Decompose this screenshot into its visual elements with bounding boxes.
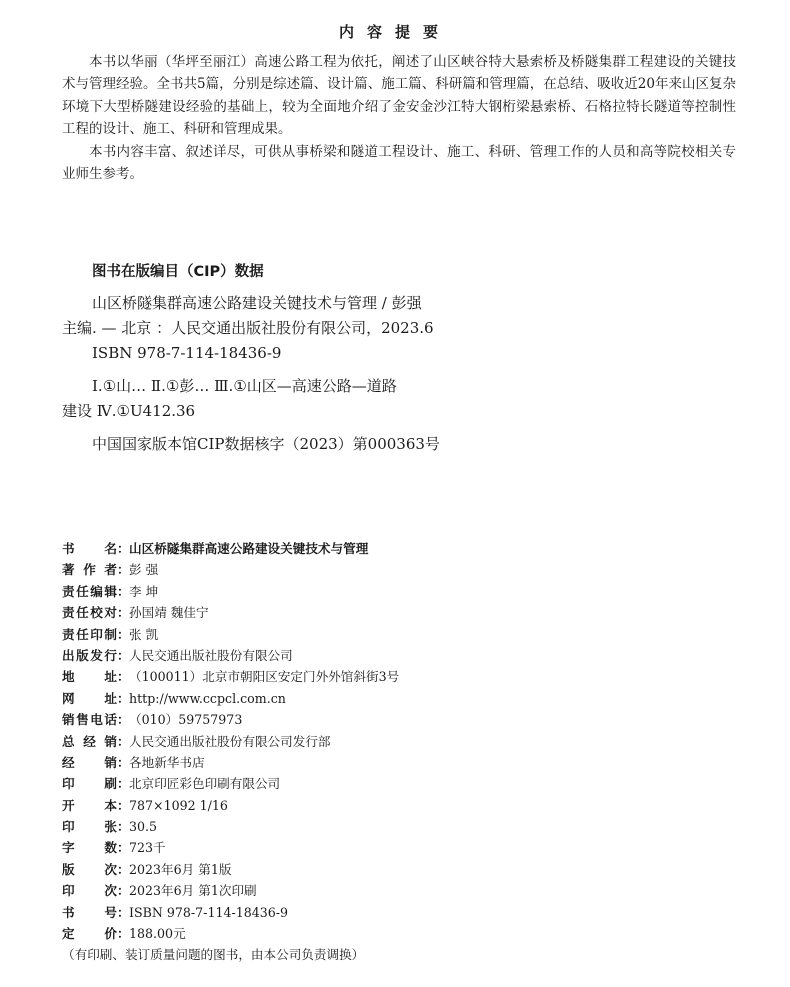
publication-info-row (62, 709, 399, 730)
publication-info-key: 开 本 (62, 797, 117, 813)
publication-info-row (62, 602, 399, 623)
publication-info-row (62, 752, 399, 773)
publication-info-row (62, 688, 399, 709)
publication-info-row (62, 816, 399, 837)
publication-info-key: 印 张 (62, 819, 117, 835)
publication-info-value: （100011）北京市朝阳区安定门外外馆斜街3号 (129, 669, 400, 685)
publication-info-value: 723千 (129, 840, 166, 856)
publication-info-separator: ： (117, 733, 130, 749)
publication-info-separator: ： (117, 819, 130, 835)
publication-info-value: 张 凯 (129, 626, 159, 642)
publication-info-row (62, 645, 399, 666)
publication-info-separator: ： (117, 541, 130, 556)
publication-info-separator: ： (117, 690, 130, 706)
publication-info-separator: ： (117, 861, 130, 877)
publication-info-row (62, 859, 399, 880)
publication-info-row (62, 666, 399, 687)
summary-paragraph: 本书以华丽（华坪至丽江）高速公路工程为依托，阐述了山区峡谷特大悬索桥及桥隧集群工程建设的关键技术与管理经验。全书共5篇，分别是综述篇、设计篇、施工篇、科研篇和管理篇，在总结、吸收近20年来山区复杂环境下大型桥隧建设经验的基础上，较为全面地介绍了金安金沙江特大钢桁梁悬索桥、石格拉特长隧道等控制性工程的设计、施工、科研和管理成果。 (62, 54, 736, 138)
publication-info-key: 责 任 校 对 (62, 605, 117, 621)
publication-info-key: 经 销 (62, 754, 117, 770)
cip-isbn: ISBN 978-7-114-18436-9 (92, 344, 282, 362)
publication-info-row (62, 581, 399, 602)
publication-info-key: 著 作 者 (62, 562, 117, 578)
publication-info-value: ISBN 978-7-114-18436-9 (129, 904, 289, 920)
publication-info-separator: ： (117, 840, 130, 856)
cip-title-line: 山区桥隧集群高速公路建设关键技术与管理 / 彭强 (92, 294, 422, 312)
publication-info-row (62, 624, 399, 645)
publication-info-value: 787×1092 1/16 (129, 797, 228, 813)
publication-info-row (62, 880, 399, 901)
publication-info-row (62, 773, 399, 794)
publication-info-separator: ： (117, 712, 130, 728)
cip-classification-line: Ⅰ.①山… Ⅱ.①彭… Ⅲ.①山区—高速公路—道路 (92, 377, 397, 395)
publication-info-key: 印 刷 (62, 776, 117, 792)
publication-info-row (62, 538, 399, 559)
publication-info-separator: ： (117, 754, 130, 770)
cip-classification-block (62, 374, 502, 424)
publication-info-key: 出 版 发 行 (62, 647, 117, 663)
publication-info-key: 书 号 (62, 904, 117, 920)
publication-info-key: 书 名 (62, 541, 117, 556)
publication-info-key: 地 址 (62, 669, 117, 685)
publication-info-separator: ： (117, 562, 130, 578)
summary-title: 内容提要 (338, 23, 451, 41)
publication-info-key: 销 售 电 话 (62, 712, 117, 728)
cip-classification-line: 建设 Ⅳ.①U412.36 (62, 402, 196, 420)
publication-info-separator: ： (117, 904, 130, 920)
publication-info-value: 2023年6月 第1次印刷 (129, 883, 257, 899)
summary-section (62, 51, 736, 185)
publication-info-separator: ： (117, 797, 130, 813)
publication-info-key: 总 经 销 (62, 733, 117, 749)
publication-info-row (62, 795, 399, 816)
publication-info-row (62, 731, 399, 752)
quality-note: （有印刷、装订质量问题的图书，由本公司负责调换） (62, 947, 365, 963)
publication-info-key: 责 任 印 制 (62, 626, 117, 642)
publication-info-key: 定 价 (62, 926, 117, 942)
publication-info-key: 网 址 (62, 690, 117, 706)
cip-heading: 图书在版编目（CIP）数据 (92, 264, 264, 280)
publication-info-row (62, 902, 399, 923)
cip-record-number: 中国国家版本馆CIP数据核字（2023）第000363号 (92, 435, 440, 453)
publication-info-value: 孙国靖 魏佳宁 (129, 605, 209, 621)
publication-info-value: http://www.ccpcl.com.cn (129, 690, 286, 706)
cip-title-line: 主编. — 北京 ：人民交通出版社股份有限公司，2023.6 (62, 319, 434, 337)
publication-info (62, 538, 399, 966)
publication-info-separator: ： (117, 626, 130, 642)
publication-info-value: 188.00元 (129, 926, 186, 942)
publication-info-key: 责 任 编 辑 (62, 583, 117, 599)
publication-info-key: 版 次 (62, 861, 117, 877)
publication-info-value: （010）59757973 (129, 712, 243, 728)
publication-info-separator: ： (117, 583, 130, 599)
publication-info-separator: ： (117, 669, 130, 685)
summary-paragraph: 本书内容丰富、叙述详尽，可供从事桥梁和隧道工程设计、施工、科研、管理工作的人员和高等院校相关专业师生参考。 (62, 143, 736, 183)
publication-info-value: 2023年6月 第1版 (129, 861, 232, 877)
publication-info-value: 山区桥隧集群高速公路建设关键技术与管理 (129, 541, 369, 556)
cip-record-block (62, 432, 502, 457)
publication-info-value: 彭 强 (129, 562, 159, 578)
publication-info-separator: ： (117, 776, 130, 792)
publication-info-value: 人民交通出版社股份有限公司 (129, 647, 293, 663)
publication-info-value: 李 坤 (129, 583, 159, 599)
publication-info-separator: ： (117, 647, 130, 663)
publication-info-separator: ： (117, 883, 130, 899)
publication-info-row (62, 837, 399, 858)
publication-info-row (62, 559, 399, 580)
publication-info-separator: ： (117, 605, 130, 621)
publication-info-value: 各地新华书店 (129, 754, 205, 770)
publication-info-key: 印 次 (62, 883, 117, 899)
publication-info-key: 字 数 (62, 840, 117, 856)
publication-info-value: 北京印匠彩色印刷有限公司 (129, 776, 281, 792)
publication-info-separator: ： (117, 926, 130, 942)
cip-title-block (62, 291, 502, 366)
publication-info-row (62, 923, 399, 944)
publication-info-value: 30.5 (129, 819, 158, 835)
publication-info-value: 人民交通出版社股份有限公司发行部 (129, 733, 331, 749)
